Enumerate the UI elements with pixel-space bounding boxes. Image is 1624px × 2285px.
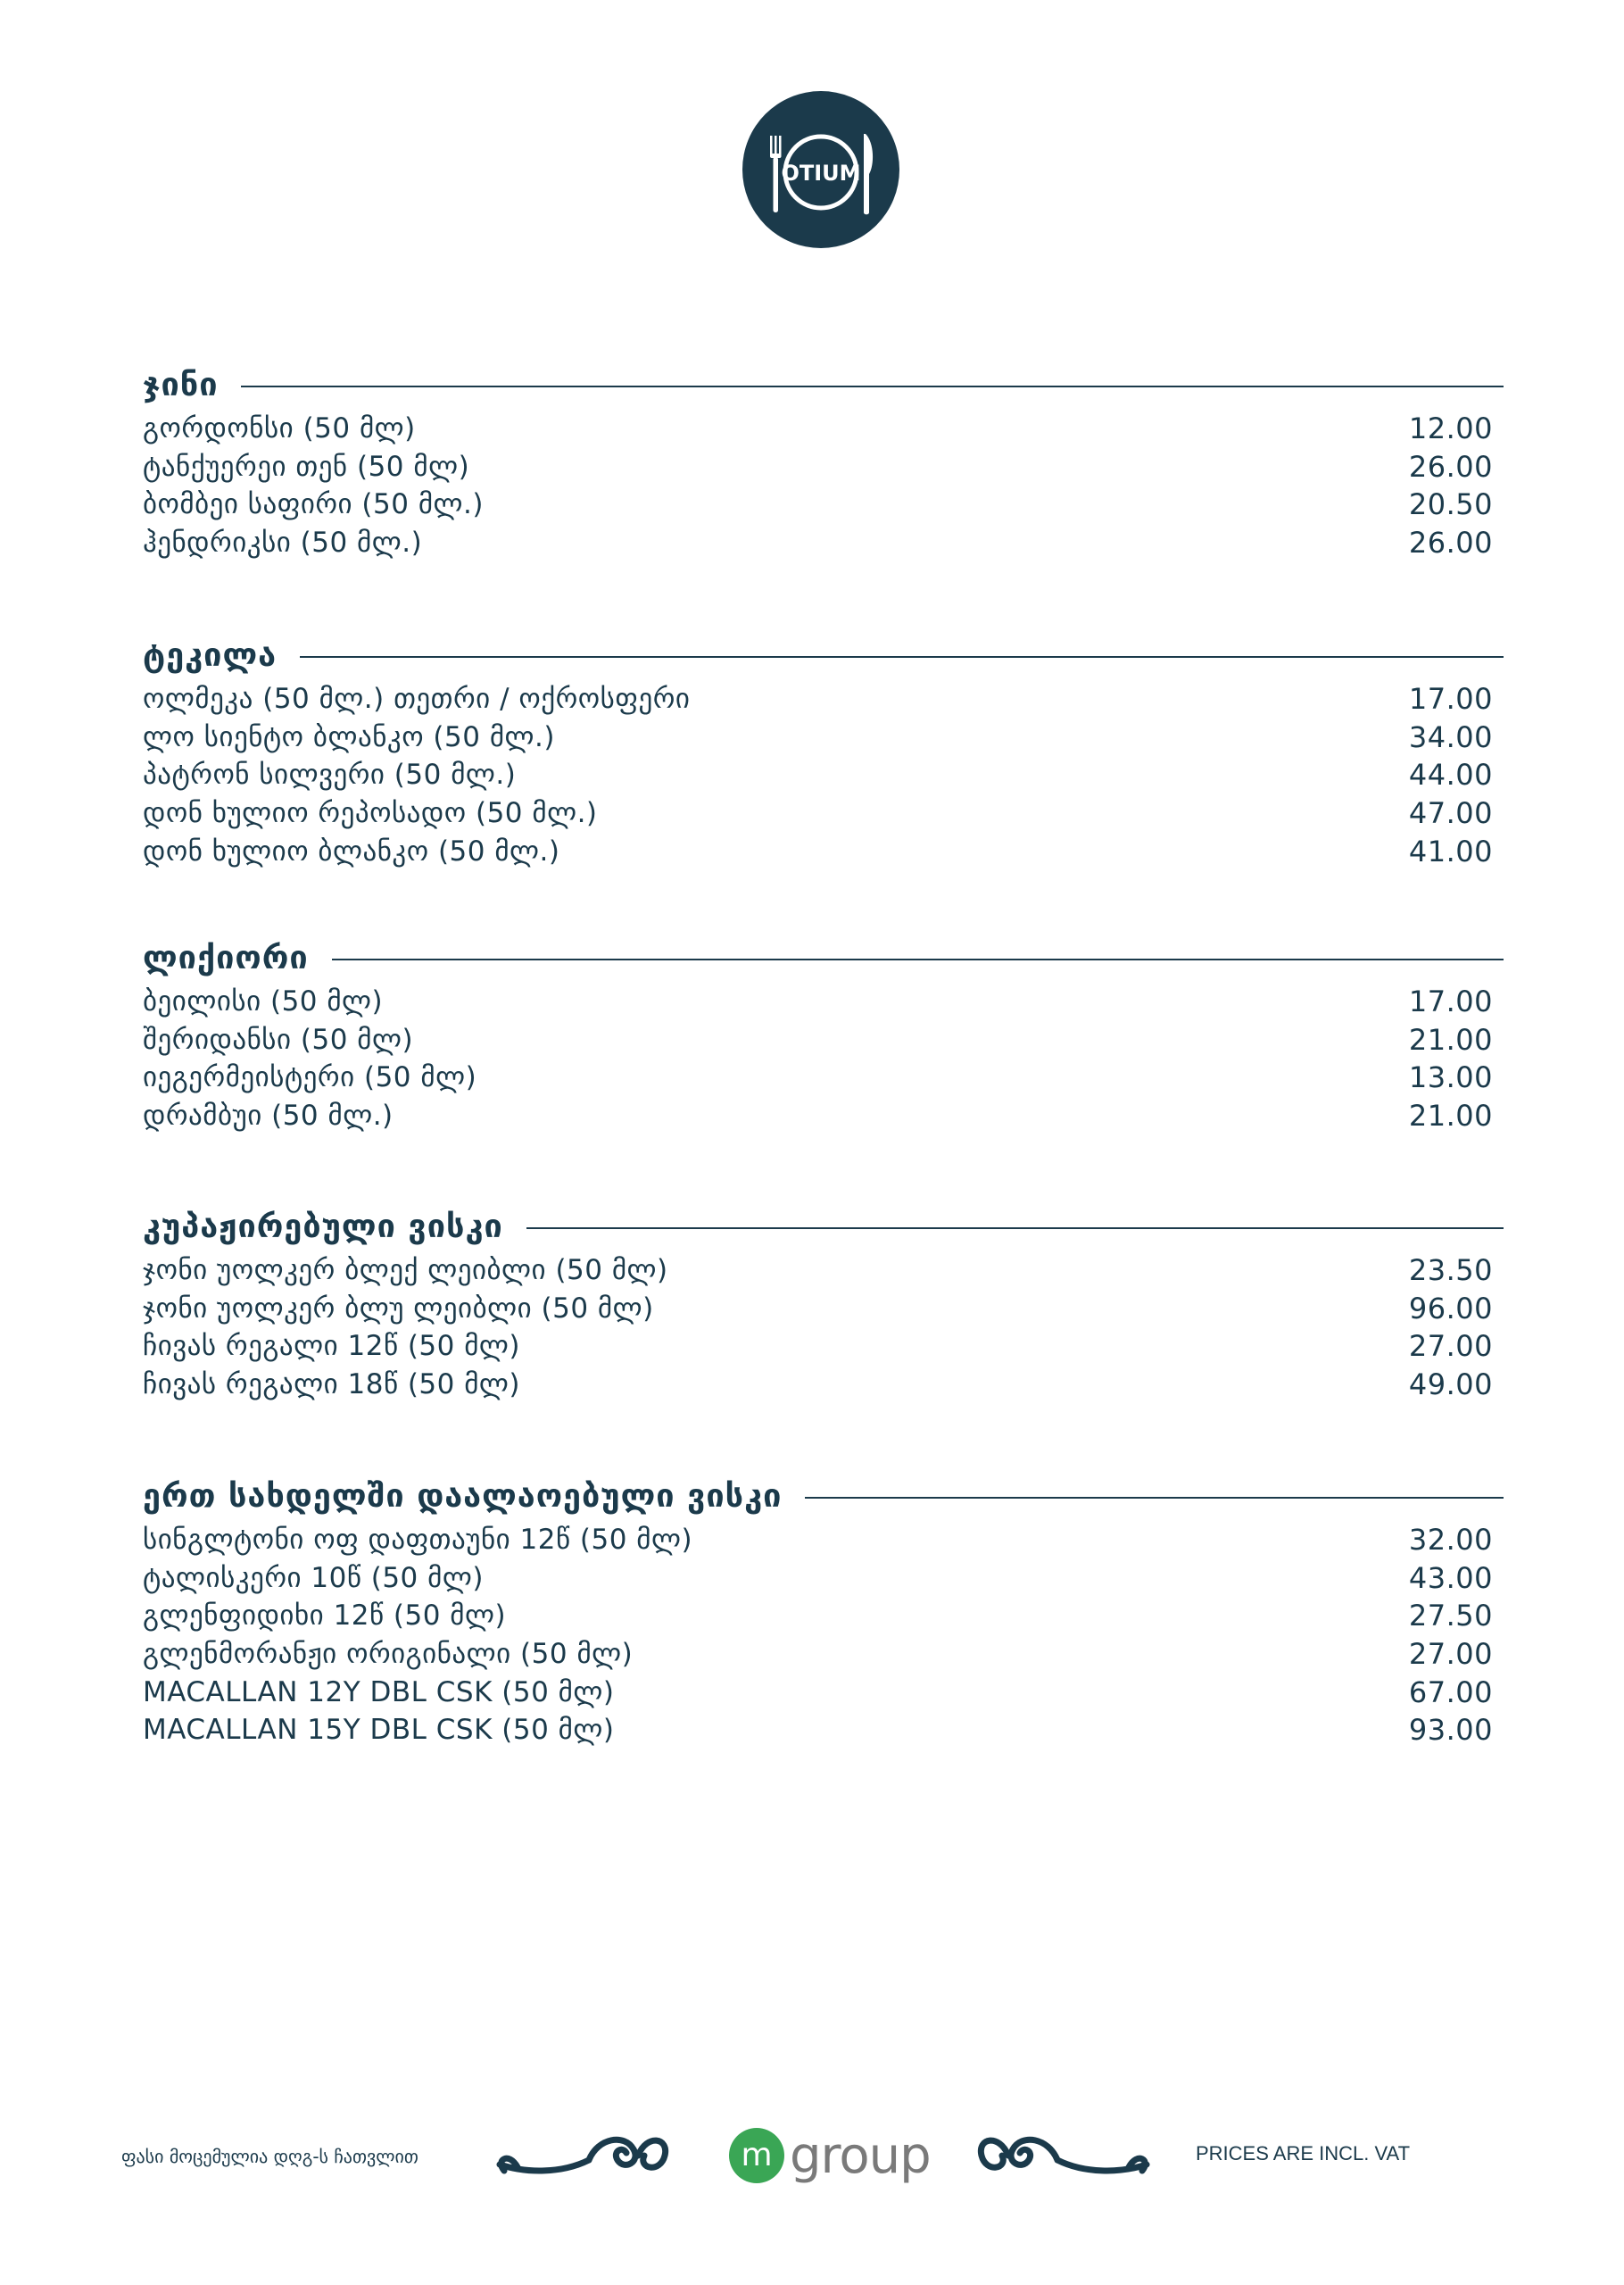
item-name: ჩივას რეგალი 12წ (50 მლ) <box>143 1330 521 1363</box>
menu-item <box>143 1597 1504 1635</box>
section-header <box>143 933 1504 983</box>
ornament-right-icon <box>977 2124 1156 2187</box>
item-price: 17.00 <box>1408 682 1493 717</box>
menu-item <box>143 756 1504 794</box>
item-price: 43.00 <box>1408 1560 1493 1595</box>
item-price: 13.00 <box>1408 1060 1493 1095</box>
menu-item <box>143 1559 1504 1598</box>
item-price: 41.00 <box>1408 834 1493 868</box>
otium-logo <box>741 89 901 250</box>
section-title: ტეკილა <box>143 636 278 674</box>
menu-item <box>143 1673 1504 1711</box>
item-name: სინგლტონი ოფ დაფთაუნი 12წ (50 მლ) <box>143 1524 693 1557</box>
item-name: ჯონი უოლკერ ბლექ ლეიბლი (50 მლ) <box>143 1254 668 1287</box>
divider-line <box>526 1227 1504 1229</box>
item-price: 67.00 <box>1408 1674 1493 1709</box>
item-price: 26.00 <box>1408 449 1493 484</box>
item-price: 96.00 <box>1408 1291 1493 1325</box>
item-name: ბომბეი საფირი (50 მლ.) <box>143 488 484 521</box>
item-name: იეგერმეისტერი (50 მლ) <box>143 1061 477 1094</box>
menu-item <box>143 794 1504 833</box>
divider-line <box>241 386 1504 387</box>
item-price: 27.50 <box>1408 1599 1493 1633</box>
item-name: ბეილისი (50 მლ) <box>143 985 384 1018</box>
mgroup-circle-icon <box>727 2126 786 2185</box>
item-name: ჯონი უოლკერ ბლუ ლეიბლი (50 მლ) <box>143 1292 654 1325</box>
item-name: ჰენდრიკსი (50 მლ.) <box>143 527 423 560</box>
item-name: ოლმეკა (50 მლ.) თეთრი / ოქროსფერი <box>143 683 691 716</box>
section-tequila <box>143 630 1504 870</box>
menu-item <box>143 1711 1504 1749</box>
section-gin <box>143 360 1504 561</box>
section-title: კუპაჟირებული ვისკი <box>143 1208 503 1245</box>
item-price: 47.00 <box>1408 796 1493 831</box>
item-price: 27.00 <box>1408 1329 1493 1364</box>
vat-note-georgian: ფასი მოცემულია დღგ-ს ჩათვლით <box>121 2146 418 2167</box>
menu-item <box>143 1251 1504 1290</box>
section-title: ერთ სახდელში დაალაოებული ვისკი <box>143 1477 783 1515</box>
item-price: 32.00 <box>1408 1523 1493 1558</box>
ornament-left-icon <box>491 2124 669 2187</box>
item-name: MACALLAN 12Y DBL CSK (50 მლ) <box>143 1675 615 1708</box>
section-header <box>143 630 1504 680</box>
item-name: გლენმორანჟი ორიგინალი (50 მლ) <box>143 1638 634 1671</box>
section-header <box>143 1201 1504 1251</box>
item-price: 23.50 <box>1408 1253 1493 1288</box>
item-price: 20.50 <box>1408 487 1493 522</box>
section-single-malt-whisky <box>143 1471 1504 1749</box>
section-title: ჯინი <box>143 366 219 403</box>
menu-item <box>143 410 1504 448</box>
item-price: 34.00 <box>1408 719 1493 754</box>
item-price: 12.00 <box>1408 411 1493 446</box>
menu-item <box>143 486 1504 524</box>
item-price: 49.00 <box>1408 1367 1493 1402</box>
menu-item <box>143 1290 1504 1328</box>
item-name: გლენფიდიხი 12წ (50 მლ) <box>143 1600 507 1633</box>
logo-text: OTIUM <box>781 161 861 186</box>
menu-item <box>143 1635 1504 1674</box>
divider-line <box>805 1497 1504 1499</box>
divider-line <box>300 656 1504 658</box>
section-liqueur <box>143 933 1504 1134</box>
item-price: 21.00 <box>1408 1099 1493 1134</box>
footer <box>0 2106 1624 2205</box>
item-price: 26.00 <box>1408 526 1493 561</box>
item-name: ტანქუერეი თენ (50 მლ) <box>143 450 470 483</box>
menu-item <box>143 1327 1504 1366</box>
section-title: ლიქიორი <box>143 939 309 976</box>
section-blended-whisky <box>143 1201 1504 1403</box>
item-price: 17.00 <box>1408 985 1493 1019</box>
brand-group-text: group <box>790 2126 931 2185</box>
item-name: დონ ხულიო ბლანკო (50 მლ.) <box>143 835 560 868</box>
item-name: MACALLAN 15Y DBL CSK (50 მლ) <box>143 1714 615 1747</box>
section-header <box>143 1471 1504 1521</box>
mgroup-logo <box>727 2126 931 2185</box>
item-name: ჩივას რეგალი 18წ (50 მლ) <box>143 1368 521 1401</box>
menu-item <box>143 680 1504 719</box>
item-price: 93.00 <box>1408 1713 1493 1748</box>
menu-item <box>143 1097 1504 1135</box>
menu-item <box>143 448 1504 486</box>
item-price: 21.00 <box>1408 1022 1493 1057</box>
menu-item <box>143 1059 1504 1097</box>
item-name: პატრონ სილვერი (50 მლ.) <box>143 759 517 792</box>
menu-item <box>143 1521 1504 1559</box>
item-name: დრამბუი (50 მლ.) <box>143 1100 394 1133</box>
section-header <box>143 360 1504 410</box>
menu-item <box>143 983 1504 1021</box>
menu-item <box>143 524 1504 562</box>
vat-note-english: PRICES ARE INCL. VAT <box>1196 2142 1411 2165</box>
item-name: გორდონსი (50 მლ) <box>143 412 416 445</box>
menu-item <box>143 1366 1504 1404</box>
item-name: ლო სიენტო ბლანკო (50 მლ.) <box>143 720 555 753</box>
brand-m: m <box>741 2137 773 2173</box>
menu-item <box>143 1021 1504 1059</box>
menu-item <box>143 719 1504 757</box>
item-name: ტალისკერი 10წ (50 მლ) <box>143 1561 484 1594</box>
item-price: 27.00 <box>1408 1637 1493 1672</box>
item-price: 44.00 <box>1408 758 1493 793</box>
divider-line <box>332 959 1504 960</box>
menu-item <box>143 832 1504 870</box>
item-name: დონ ხულიო რეპოსადო (50 მლ.) <box>143 797 598 830</box>
item-name: შერიდანსი (50 მლ) <box>143 1023 414 1056</box>
